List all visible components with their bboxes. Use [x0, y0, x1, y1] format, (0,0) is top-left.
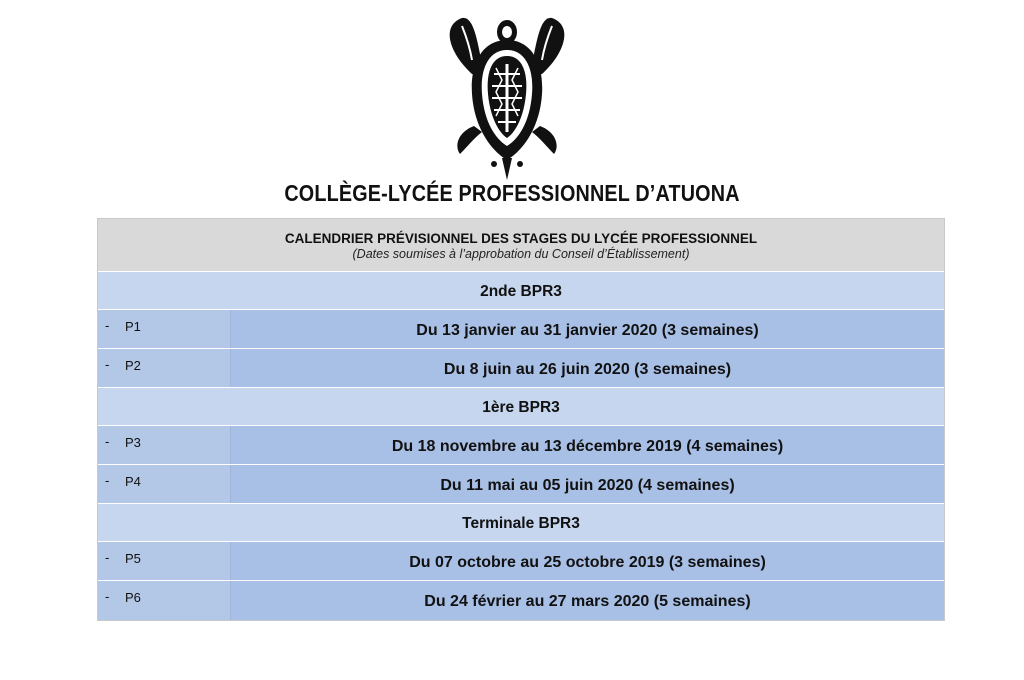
table-row — [98, 426, 944, 465]
period-label-cell — [98, 542, 231, 580]
period-dates: Du 11 mai au 05 juin 2020 (4 semaines) — [231, 465, 944, 503]
table-row — [98, 542, 944, 581]
period-code: P6 — [125, 590, 141, 605]
table-row — [98, 310, 944, 349]
period-code: P1 — [125, 319, 141, 334]
table-subtitle: (Dates soumises à l’approbation du Conseil d’Établissement) — [352, 247, 690, 261]
list-dash: - — [105, 550, 110, 565]
group-header: 2nde BPR3 — [98, 272, 944, 310]
list-dash: - — [105, 318, 110, 333]
period-label-cell — [98, 465, 231, 503]
turtle-logo-icon — [432, 14, 582, 182]
period-label-cell — [98, 426, 231, 464]
table-row — [98, 581, 944, 620]
group-header: 1ère BPR3 — [98, 388, 944, 426]
period-label-cell — [98, 349, 231, 387]
table-row — [98, 349, 944, 388]
list-dash: - — [105, 473, 110, 488]
period-code: P4 — [125, 474, 141, 489]
period-code: P2 — [125, 358, 141, 373]
list-dash: - — [105, 357, 110, 372]
school-title: COLLÈGE-LYCÉE PROFESSIONNEL D’ATUONA — [284, 180, 740, 206]
internship-calendar-table — [97, 218, 945, 621]
table-header — [98, 219, 944, 272]
list-dash: - — [105, 434, 110, 449]
period-code: P5 — [125, 551, 141, 566]
period-label-cell — [98, 310, 231, 348]
period-dates: Du 07 octobre au 25 octobre 2019 (3 semaines) — [231, 542, 944, 580]
list-dash: - — [105, 589, 110, 604]
group-header: Terminale BPR3 — [98, 504, 944, 542]
period-dates: Du 24 février au 27 mars 2020 (5 semaines) — [231, 581, 944, 620]
period-dates: Du 18 novembre au 13 décembre 2019 (4 semaines) — [231, 426, 944, 464]
period-label-cell — [98, 581, 231, 620]
period-dates: Du 8 juin au 26 juin 2020 (3 semaines) — [231, 349, 944, 387]
period-code: P3 — [125, 435, 141, 450]
table-title: CALENDRIER PRÉVISIONNEL DES STAGES DU LYCÉE PROFESSIONNEL — [284, 231, 758, 246]
table-row — [98, 465, 944, 504]
period-dates: Du 13 janvier au 31 janvier 2020 (3 semaines) — [231, 310, 944, 348]
